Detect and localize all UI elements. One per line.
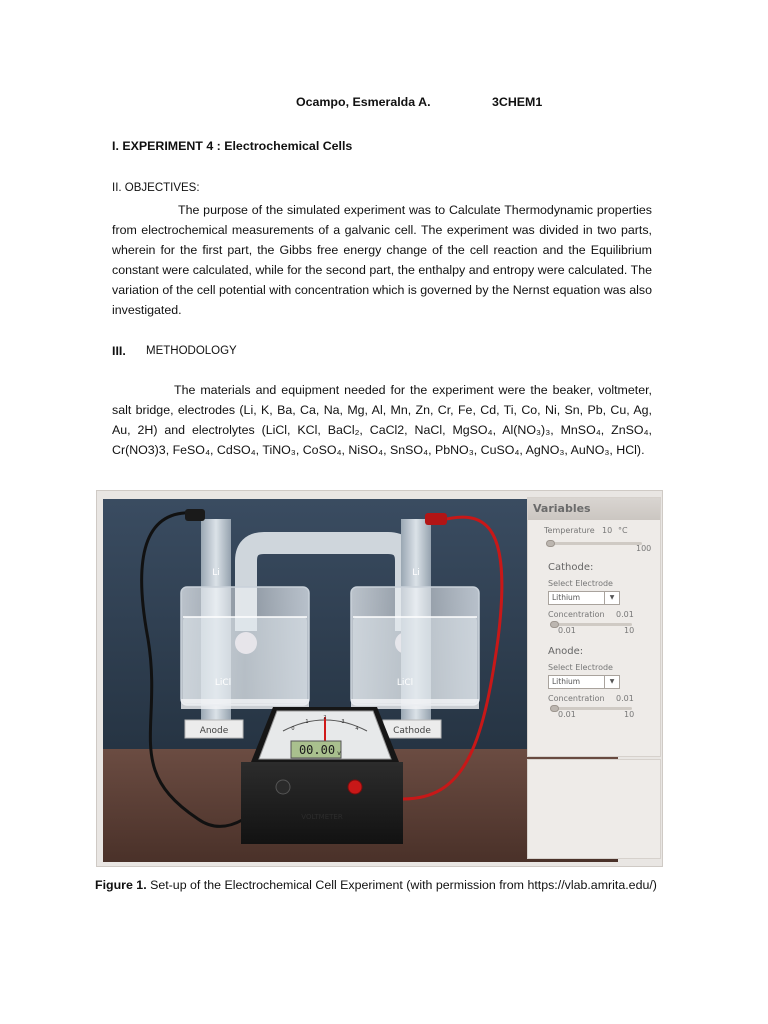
cathode-concentration-max: 10 [624, 626, 635, 635]
figure-1 [96, 490, 663, 867]
red-terminal [348, 780, 362, 794]
caption-label: Figure 1. [95, 878, 147, 892]
red-clip [425, 513, 447, 525]
caption-text: Set-up of the Electrochemical Cell Experiment (with permission from https://vlab.amrita.edu/) [146, 878, 657, 892]
cathode-electrode-select[interactable] [548, 591, 620, 605]
empty-panel-area [527, 759, 661, 859]
dial-number-4: 4 [355, 726, 359, 732]
methodology-heading: METHODOLOGY [146, 345, 237, 357]
voltmeter-reading: 00.00 [298, 743, 336, 757]
voltmeter-label: VOLTMETER [301, 813, 343, 821]
dial-number-0: 0 [291, 726, 295, 732]
temperature-slider-knob[interactable] [546, 540, 555, 547]
right-beaker [351, 587, 479, 709]
anode-electrode-select[interactable] [548, 675, 620, 689]
cathode-concentration-label: Concentration [548, 610, 605, 619]
right-solution-label: LiCl [396, 678, 414, 688]
anode-concentration-label: Concentration [548, 694, 605, 703]
objectives-paragraph [112, 200, 652, 320]
methodology-text: The materials and equipment needed for the experiment were the beaker, voltmeter, salt bridge, electrodes (Li, K, Ba, Ca, Na, Mg, Al, Mn, Zn, Cr, Fe, Cd, Ti, Co, Ni, Sn, Pb, Cu, Ag, Au, 2H) and electrolytes (LiCl, KCl, BaCl₂, CaCl2, NaCl, MgSO₄, Al(NO₃)₃, MnSO₄, ZnSO₄, Cr(NO3)3, FeSO₄, CdSO₄, TiNO₃, CoSO₄, NiSO₄, SnSO₄, PbNO₃, CuSO₄, AgNO₃, AuNO₃, HCl). [112, 383, 652, 457]
left-electrode-label: Li [212, 568, 220, 578]
temperature-max: 100 [636, 544, 652, 553]
anode-select-label: Select Electrode [548, 663, 613, 672]
objectives-heading: II. OBJECTIVES: [112, 182, 200, 194]
cathode-select-label: Select Electrode [548, 579, 613, 588]
anode-concentration-min: 0.01 [558, 710, 576, 719]
anode-label: Anode [199, 726, 229, 736]
methodology-paragraph [112, 380, 652, 460]
temperature-slider[interactable] [546, 542, 642, 545]
author-name: Ocampo, Esmeralda A. [296, 95, 431, 109]
class-section: 3CHEM1 [492, 95, 543, 109]
left-beaker [181, 587, 309, 709]
figure-caption [95, 878, 657, 892]
objectives-text: The purpose of the simulated experiment was to Calculate Thermodynamic properties from electrochemical measurements of a galvanic cell. The experiment was divided in two parts, wherein for the first part, the Gibbs free energy change of the cell reaction and the Equilibrium constant were calculated, while for the second part, the enthalpy and entropy were calculated. The variation of the cell potential with concentration which is governed by the Nernst equation was also investigated. [112, 203, 652, 317]
cathode-concentration-value: 0.01 [616, 610, 634, 619]
chevron-down-icon: ▼ [604, 676, 619, 688]
temperature-label: Temperature [544, 526, 595, 535]
methodology-number: III. [112, 344, 126, 358]
dial-number-1: 1 [305, 719, 309, 725]
experiment-heading: I. EXPERIMENT 4 : Electrochemical Cells [112, 139, 353, 153]
cathode-heading: Cathode: [548, 562, 594, 573]
chevron-down-icon: ▼ [604, 592, 619, 604]
cathode-electrode-value: Lithium [552, 593, 581, 602]
cathode-label: Cathode [393, 726, 431, 736]
black-clip [185, 509, 205, 521]
cathode-concentration-min: 0.01 [558, 626, 576, 635]
anode-heading: Anode: [548, 646, 584, 657]
temperature-value: 10 [602, 526, 613, 535]
dial-number-3: 3 [341, 719, 345, 725]
dial-number-2: 2 [323, 715, 327, 721]
black-terminal [276, 780, 290, 794]
voltmeter-unit: v [337, 750, 341, 757]
right-electrode-label: Li [412, 568, 420, 578]
variables-panel [527, 497, 661, 757]
voltmeter [241, 707, 403, 844]
variables-title: Variables [528, 498, 660, 520]
anode-concentration-max: 10 [624, 710, 635, 719]
temperature-unit: °C [618, 526, 628, 535]
anode-concentration-value: 0.01 [616, 694, 634, 703]
left-solution-label: LiCl [214, 678, 232, 688]
anode-electrode-value: Lithium [552, 677, 581, 686]
